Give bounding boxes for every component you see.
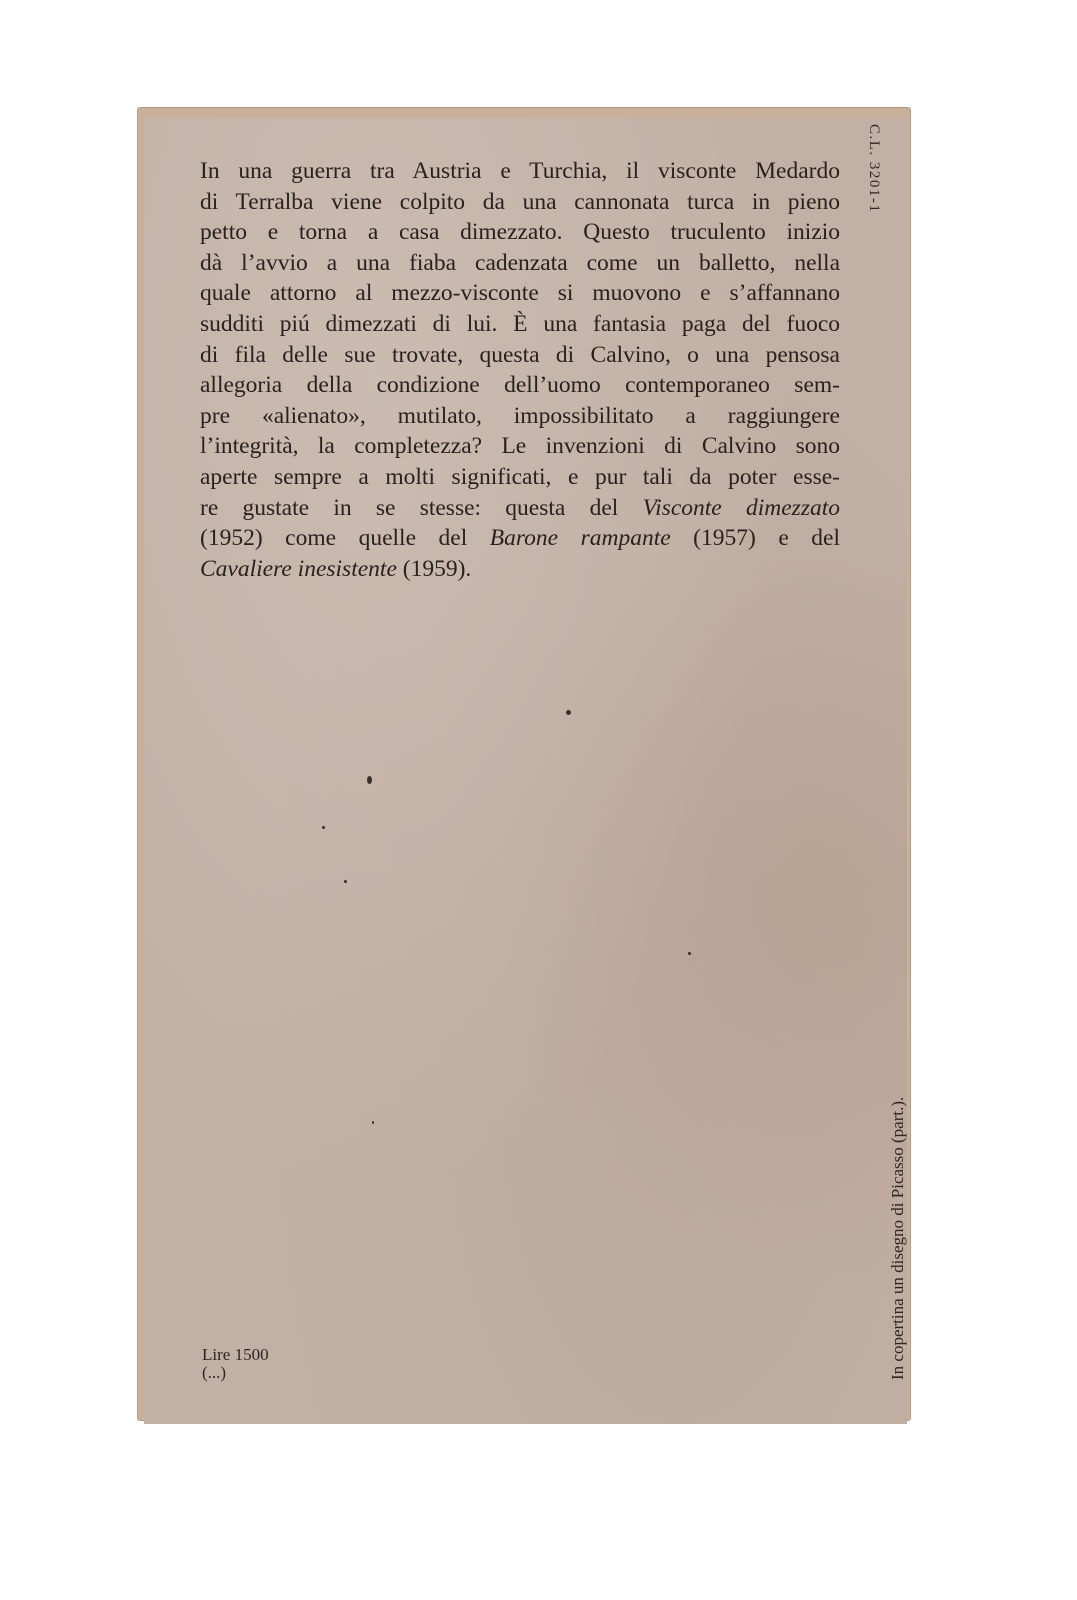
price-label: Lire 1500 — [202, 1345, 269, 1364]
price-note: (...) — [202, 1363, 227, 1382]
blurb-line: l’integrità, la completezza? Le invenzioni di Calvino sono — [200, 433, 840, 460]
cover-credit: In copertina un disegno di Picasso (part.). — [888, 1096, 907, 1380]
book-title-visconte: Visconte dimezzato — [642, 494, 840, 521]
price-block — [202, 1346, 269, 1382]
blurb-line: allegoria della condizione dell’uomo contemporaneo sem- — [200, 372, 840, 399]
blurb-line: In una guerra tra Austria e Turchia, il visconte Medardo — [200, 158, 840, 184]
blurb-line: di Terralba viene colpito da una cannonata turca in pieno — [200, 188, 840, 215]
blurb-line: sudditi piú dimezzati di lui. È una fantasia paga del fuoco — [200, 310, 840, 337]
blurb-line — [200, 554, 840, 585]
blurb-line: pre «alienato», mutilato, impossibilitato a raggiungere — [200, 402, 840, 429]
ink-spot — [367, 776, 372, 784]
ink-spot — [566, 710, 571, 715]
book-title-barone: Barone rampante — [489, 525, 671, 552]
ink-spot — [322, 826, 325, 829]
blurb-line: quale attorno al mezzo-visconte si muovono e s’affannano — [200, 280, 840, 307]
blurb-segment: re gustate in se stesse: questa del — [200, 494, 643, 521]
blurb-line — [200, 493, 840, 524]
blurb-segment: (1952) come quelle del — [200, 525, 490, 552]
blurb-line: petto e torna a casa dimezzato. Questo truculento inizio — [200, 219, 840, 246]
blurb-line — [200, 523, 840, 554]
blurb-text — [200, 156, 840, 584]
ink-spot — [344, 880, 347, 883]
blurb-line: di fila delle sue trovate, questa di Calvino, o una pensosa — [200, 341, 840, 368]
blurb-line: dà l’avvio a una fiaba cadenzata come un balletto, nella — [200, 249, 840, 276]
blurb-line: aperte sempre a molti significati, e pur tali da poter esse- — [200, 463, 840, 490]
ink-spot — [688, 952, 691, 955]
ink-spot — [372, 1121, 374, 1124]
book-title-cavaliere: Cavaliere inesistente — [200, 555, 397, 582]
blurb-segment: (1959). — [396, 555, 472, 582]
catalog-code: C.L. 3201-1 — [866, 124, 882, 214]
blurb-segment: (1957) e del — [670, 525, 841, 552]
